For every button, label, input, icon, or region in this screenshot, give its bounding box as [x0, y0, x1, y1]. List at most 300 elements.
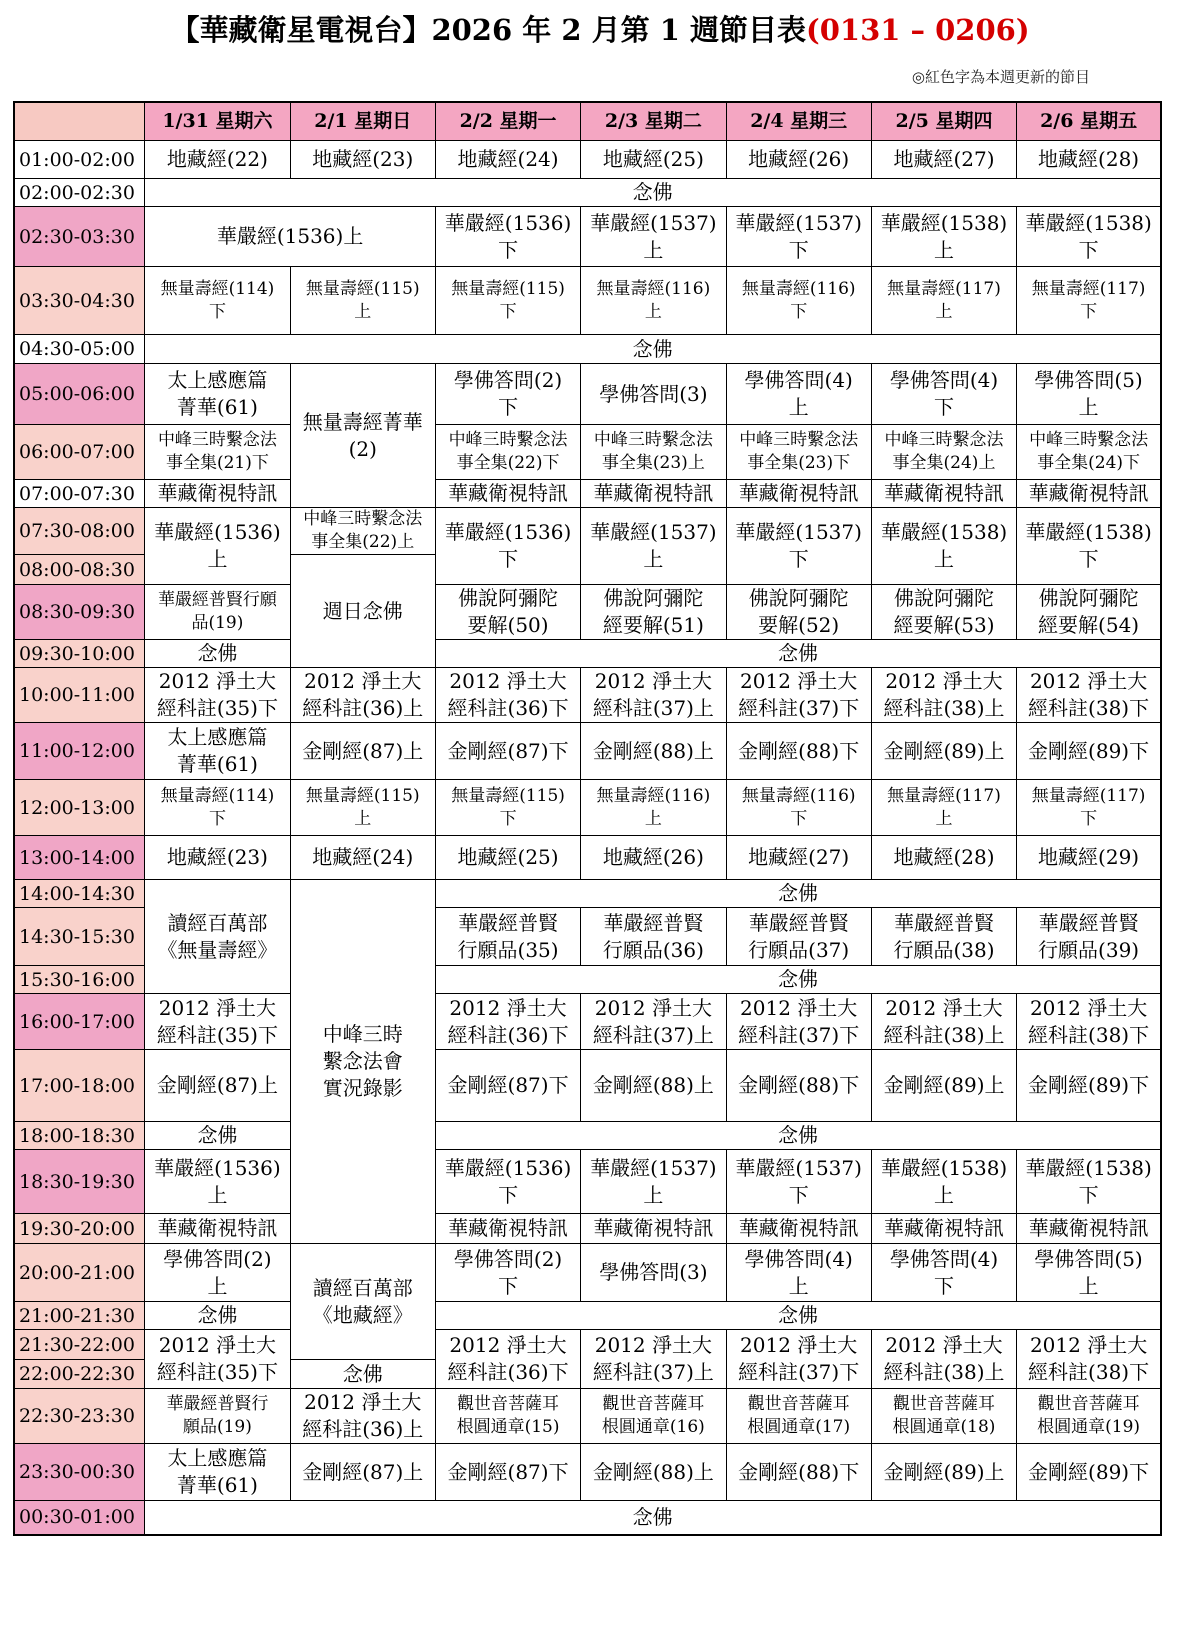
program-text: 學佛答問(2) [453, 1246, 563, 1271]
program-text: 2012 淨土大 [158, 1333, 277, 1357]
program-cell [145, 640, 290, 668]
program-text: 學佛答問(4) [889, 1246, 999, 1271]
program-text: 華嚴經普賢 [748, 910, 849, 935]
program-text: 經科註(37)上 [592, 1022, 714, 1047]
program-text: 無量壽經(116) [596, 785, 711, 806]
title-date-range: (0131 – 0206) [806, 13, 1030, 47]
program-cell [581, 1389, 726, 1444]
program-text: 華嚴經(1538) [1025, 520, 1152, 544]
program-text: 2012 淨土大 [740, 669, 858, 693]
program-cell [871, 1444, 1016, 1501]
program-text: 地藏經(26) [602, 845, 704, 869]
program-cell [581, 1330, 726, 1389]
program-text: 2012 淨土大 [885, 1333, 1003, 1357]
program-text: 華嚴經(1536) [444, 520, 572, 544]
day-header: 2/4 星期三 [726, 102, 871, 141]
program-text: 2012 淨土大 [158, 669, 277, 693]
program-text: 華嚴經(1537) [590, 520, 717, 544]
program-text: 地藏經(28) [1038, 147, 1140, 171]
program-text: 經科註(37)下 [738, 1022, 860, 1047]
program-cell [435, 908, 580, 966]
program-cell [435, 723, 580, 780]
program-cell [726, 1389, 871, 1444]
program-cell [290, 141, 435, 179]
time-slot-label: 06:00-07:00 [14, 425, 145, 480]
program-text: 金剛經(89)上 [883, 1073, 1005, 1097]
program-cell [726, 1050, 871, 1122]
program-text: 上 [643, 237, 664, 262]
time-slot-row [14, 508, 1161, 555]
program-text: 上 [207, 547, 228, 571]
time-slot-label: 16:00-17:00 [14, 994, 145, 1050]
program-text: 中峰三時 [322, 1022, 403, 1046]
program-cell [726, 1444, 871, 1501]
time-slot-row [14, 179, 1161, 207]
program-cell [581, 425, 726, 480]
program-cell [290, 267, 435, 335]
program-cell [435, 994, 580, 1050]
program-text: 金剛經(87)下 [447, 1073, 569, 1097]
program-text: 無量壽經(115) [305, 278, 420, 299]
program-text: 金剛經(87)上 [302, 738, 424, 763]
program-text: 華藏衛視特訊 [738, 1216, 859, 1240]
program-text: 《無量壽經》 [157, 937, 278, 962]
program-text: 上 [934, 547, 954, 571]
program-cell [145, 1244, 290, 1302]
program-text: 經科註(35)下 [156, 696, 278, 720]
time-slot-row [14, 1244, 1161, 1302]
program-text: 下 [208, 301, 226, 322]
time-slot-row [14, 335, 1161, 364]
program-cell [581, 585, 726, 640]
time-slot-row [14, 1150, 1161, 1214]
time-slot-label: 14:30-15:30 [14, 908, 145, 966]
program-cell [1017, 723, 1161, 780]
program-text: 念佛 [632, 336, 673, 361]
program-text: 菁華(61) [176, 395, 258, 419]
program-text: (2) [348, 436, 377, 461]
program-text: 華藏衛視特訊 [157, 481, 278, 505]
program-text: 無量壽經(114) [160, 278, 275, 299]
program-cell [435, 668, 580, 723]
program-text: 華藏衛視特訊 [593, 1216, 714, 1240]
program-cell [145, 335, 1161, 364]
time-slot-label: 13:00-14:00 [14, 836, 145, 880]
program-text: 下 [788, 237, 809, 262]
program-text: 金剛經(87)上 [302, 1459, 424, 1484]
program-text: 下 [788, 547, 809, 571]
program-text: 經科註(37)上 [592, 696, 714, 720]
program-cell [581, 480, 726, 508]
program-text: 2012 淨土大 [594, 995, 712, 1020]
program-cell [1017, 1244, 1161, 1302]
program-text: 地藏經(29) [1038, 845, 1140, 869]
program-cell [435, 207, 580, 267]
program-cell [581, 994, 726, 1050]
program-text: 觀世音菩薩耳 [747, 1394, 850, 1414]
program-text: 無量壽經(117) [887, 785, 1001, 806]
program-text: 要解(52) [758, 613, 840, 637]
program-text: 華嚴經(1538) [880, 520, 1008, 544]
time-slot-label: 22:30-23:30 [14, 1389, 145, 1444]
program-cell [871, 141, 1016, 179]
program-text: 2012 淨土大 [449, 995, 567, 1020]
program-cell [435, 267, 580, 335]
program-text: 經科註(36)上 [302, 696, 424, 720]
program-text: 經科註(38)上 [883, 696, 1005, 720]
program-cell [1017, 267, 1161, 335]
program-text: 行願品(37) [748, 937, 850, 962]
program-cell [726, 1214, 871, 1244]
program-text: 2012 淨土大 [158, 995, 277, 1020]
program-text: 中峰三時繫念法 [739, 430, 859, 450]
program-cell [145, 1214, 290, 1244]
program-cell [871, 1389, 1016, 1444]
program-text: 學佛答問(4) [889, 368, 999, 392]
program-text: 學佛答問(2) [163, 1246, 272, 1271]
program-text: 金剛經(89)下 [1028, 1459, 1150, 1484]
time-slot-label: 15:30-16:00 [14, 966, 145, 994]
program-text: 華藏衛視特訊 [1028, 1216, 1149, 1240]
time-slot-row [14, 780, 1161, 836]
program-text: 下 [498, 1273, 519, 1298]
program-cell [290, 1389, 435, 1444]
program-cell [871, 836, 1016, 880]
program-text: 實況錄影 [322, 1076, 403, 1100]
program-cell [726, 585, 871, 640]
program-cell [1017, 207, 1161, 267]
program-cell [435, 966, 1161, 994]
program-text: 上 [644, 301, 662, 322]
program-cell [1017, 668, 1161, 723]
program-text: 地藏經(24) [312, 845, 414, 869]
program-text: 事全集(24)上 [892, 453, 996, 473]
program-cell [871, 480, 1016, 508]
program-text: 金剛經(88)上 [592, 1073, 714, 1097]
program-cell [145, 585, 290, 640]
program-text: 經科註(38)上 [883, 1360, 1005, 1384]
program-text: 無量壽經(117) [887, 278, 1001, 299]
program-text: 經要解(54) [1038, 613, 1140, 637]
program-cell [726, 508, 871, 585]
time-slot-label: 05:00-06:00 [14, 364, 145, 425]
program-cell [726, 480, 871, 508]
program-cell [1017, 1330, 1161, 1389]
program-cell [1017, 480, 1161, 508]
program-cell [871, 908, 1016, 966]
program-text: 經科註(36)下 [447, 1360, 569, 1384]
program-cell [435, 508, 580, 585]
program-cell [435, 141, 580, 179]
header-corner [14, 102, 145, 141]
program-text: 觀世音菩薩耳 [1037, 1394, 1140, 1414]
day-header: 2/5 星期四 [871, 102, 1016, 141]
program-cell [1017, 836, 1161, 880]
program-cell [290, 364, 435, 508]
program-cell [435, 1244, 580, 1302]
program-cell [726, 780, 871, 836]
program-cell [581, 364, 726, 425]
program-text: 2012 淨土大 [885, 669, 1003, 693]
program-cell [435, 364, 580, 425]
program-text: 上 [354, 301, 372, 322]
program-cell [726, 1244, 871, 1302]
program-text: 行願品(35) [457, 937, 559, 962]
program-cell [1017, 364, 1161, 425]
program-text: 事全集(23)上 [601, 453, 705, 473]
program-text: 華藏衛視特訊 [738, 481, 859, 505]
program-text: 金剛經(89)上 [883, 738, 1005, 763]
day-header-row [14, 102, 1161, 141]
time-slot-label: 21:30-22:00 [14, 1330, 145, 1360]
program-text: 觀世音菩薩耳 [893, 1394, 995, 1414]
program-text: 華藏衛視特訊 [593, 481, 714, 505]
program-text: 下 [499, 301, 517, 322]
time-slot-label: 08:00-08:30 [14, 555, 145, 585]
program-cell [726, 723, 871, 780]
time-slot-row [14, 267, 1161, 335]
time-slot-label: 11:00-12:00 [14, 723, 145, 780]
program-cell [435, 425, 580, 480]
program-text: 菁華(61) [176, 752, 258, 776]
program-text: 讀經百萬部 [167, 910, 268, 935]
program-text: 華藏衛視特訊 [1028, 481, 1149, 505]
time-slot-label: 04:30-05:00 [14, 335, 145, 364]
program-cell [726, 364, 871, 425]
program-text: 中峰三時繫念法 [157, 430, 277, 450]
time-slot-row [14, 1444, 1161, 1501]
program-text: 2012 淨土大 [449, 1333, 567, 1357]
title-text: 【華藏衛星電視台】2026 年 2 月第 1 週節目表 [170, 13, 806, 47]
program-cell [145, 425, 290, 480]
program-cell [145, 1150, 290, 1214]
program-text: 無量壽經菁華 [302, 409, 423, 434]
day-header: 1/31 星期六 [145, 102, 290, 141]
program-text: 地藏經(23) [312, 147, 414, 171]
program-text: 無量壽經(116) [596, 278, 711, 299]
program-text: 經科註(35)下 [156, 1022, 278, 1047]
program-text: 念佛 [197, 1303, 238, 1327]
schedule-table [13, 101, 1162, 1536]
program-text: 華嚴經(1537) [735, 210, 862, 235]
day-header: 2/1 星期日 [290, 102, 435, 141]
program-cell [145, 508, 290, 585]
time-slot-row [14, 364, 1161, 425]
program-text: 下 [1078, 237, 1099, 262]
program-text: 願品(19) [182, 1417, 252, 1437]
time-slot-label: 02:00-02:30 [14, 179, 145, 207]
program-cell [145, 723, 290, 780]
program-text: 2012 淨土大 [449, 669, 567, 693]
time-slot-label: 08:30-09:30 [14, 585, 145, 640]
program-cell [871, 207, 1016, 267]
program-text: 經科註(37)下 [738, 696, 860, 720]
program-text: 2012 淨土大 [594, 1333, 712, 1357]
program-text: 上 [934, 1182, 954, 1207]
program-text: 太上感應篇 [167, 725, 268, 749]
program-text: 下 [498, 547, 519, 571]
program-text: 華嚴經普賢行 [166, 1394, 269, 1414]
program-text: 行願品(36) [602, 937, 704, 962]
program-cell [145, 1389, 290, 1444]
program-text: 下 [790, 808, 808, 829]
program-cell [290, 555, 435, 668]
program-cell [1017, 908, 1161, 966]
time-slot-label: 07:30-08:00 [14, 508, 145, 555]
program-cell [1017, 508, 1161, 585]
day-header: 2/2 星期一 [435, 102, 580, 141]
time-slot-label: 12:00-13:00 [14, 780, 145, 836]
program-cell [435, 1444, 580, 1501]
program-text: 根圓通章(17) [747, 1417, 851, 1437]
time-slot-row [14, 723, 1161, 780]
program-text: 念佛 [632, 1504, 673, 1529]
program-text: 無量壽經(115) [305, 785, 420, 806]
program-text: 地藏經(25) [457, 845, 559, 869]
program-text: 華嚴經(1537) [735, 1155, 862, 1180]
time-slot-label: 18:00-18:30 [14, 1122, 145, 1150]
program-text: 無量壽經(115) [451, 278, 565, 299]
program-cell [1017, 1389, 1161, 1444]
time-slot-label: 18:30-19:30 [14, 1150, 145, 1214]
program-text: 要解(50) [467, 613, 549, 637]
program-cell [1017, 994, 1161, 1050]
program-cell [581, 780, 726, 836]
program-text: 下 [1078, 1182, 1099, 1207]
time-slot-label: 23:30-00:30 [14, 1444, 145, 1501]
program-text: 下 [1080, 301, 1098, 322]
program-text: 華嚴經(1536) [444, 210, 572, 235]
program-cell [1017, 1444, 1161, 1501]
time-slot-label: 00:30-01:00 [14, 1501, 145, 1535]
program-text: 上 [643, 1182, 664, 1207]
program-text: 根圓通章(15) [456, 1417, 560, 1437]
program-text: 華嚴經(1538) [1025, 1155, 1152, 1180]
program-cell [726, 141, 871, 179]
time-slot-label: 07:00-07:30 [14, 480, 145, 508]
program-text: 行願品(38) [893, 937, 995, 962]
program-cell [581, 836, 726, 880]
program-text: 上 [935, 808, 953, 829]
program-text: 念佛 [197, 641, 238, 665]
program-text: 上 [643, 547, 664, 571]
program-cell [581, 1214, 726, 1244]
time-slot-row [14, 1050, 1161, 1122]
program-text: 讀經百萬部 [312, 1275, 413, 1300]
program-text: 華嚴經(1537) [590, 210, 717, 235]
program-text: 華嚴經普賢 [458, 910, 559, 935]
program-text: 無量壽經(117) [1031, 785, 1146, 806]
program-text: 菁華(61) [176, 1473, 258, 1497]
time-slot-row [14, 668, 1161, 723]
program-text: 地藏經(27) [893, 147, 995, 171]
program-text: 事全集(24)下 [1037, 453, 1141, 473]
program-cell [435, 1389, 580, 1444]
time-slot-row [14, 880, 1161, 908]
program-cell [1017, 425, 1161, 480]
program-text: 金剛經(87)下 [447, 1459, 569, 1484]
program-text: 經科註(38)下 [1028, 1360, 1150, 1384]
program-text: 2012 淨土大 [740, 1333, 858, 1357]
program-text: 根圓通章(19) [1037, 1417, 1141, 1437]
program-cell [726, 908, 871, 966]
program-cell [581, 267, 726, 335]
program-cell [1017, 780, 1161, 836]
program-text: 金剛經(88)下 [738, 738, 860, 763]
program-text: 上 [788, 1273, 809, 1298]
program-text: 學佛答問(3) [599, 381, 708, 406]
program-text: 金剛經(89)上 [883, 1459, 1005, 1484]
program-text: 2012 淨土大 [1029, 995, 1148, 1020]
program-cell [871, 267, 1016, 335]
time-slot-row [14, 480, 1161, 508]
program-cell [290, 780, 435, 836]
time-slot-row [14, 836, 1161, 880]
program-text: 華嚴經(1536)上 [216, 224, 364, 248]
program-text: 無量壽經(115) [451, 785, 565, 806]
program-cell [871, 994, 1016, 1050]
program-text: 華嚴經(1538) [880, 210, 1008, 235]
program-cell [726, 994, 871, 1050]
program-cell [726, 836, 871, 880]
program-cell [871, 1330, 1016, 1389]
time-slot-label: 01:00-02:00 [14, 141, 145, 179]
time-slot-row [14, 207, 1161, 267]
program-text: 地藏經(23) [166, 845, 268, 869]
program-text: 根圓通章(16) [601, 1417, 705, 1437]
program-text: 下 [208, 808, 226, 829]
program-cell [435, 1122, 1161, 1150]
program-text: 金剛經(88)下 [738, 1459, 860, 1484]
program-cell [726, 207, 871, 267]
program-cell [145, 880, 290, 994]
time-slot-row [14, 1122, 1161, 1150]
program-text: 念佛 [197, 1123, 238, 1147]
program-text: 品(19) [191, 613, 244, 633]
program-text: 華嚴經(1538) [880, 1155, 1008, 1180]
program-text: 2012 淨土大 [740, 995, 858, 1020]
program-text: 2012 淨土大 [1029, 1333, 1148, 1357]
program-cell [726, 267, 871, 335]
program-text: 下 [1080, 808, 1098, 829]
time-slot-label: 09:30-10:00 [14, 640, 145, 668]
program-cell [290, 508, 435, 555]
program-text: 無量壽經(116) [741, 785, 856, 806]
time-slot-label: 03:30-04:30 [14, 267, 145, 335]
program-text: 2012 淨土大 [1029, 669, 1148, 693]
program-cell [871, 508, 1016, 585]
program-cell [435, 1330, 580, 1389]
program-text: 無量壽經(114) [160, 785, 275, 806]
legend-note: ◎紅色字為本週更新的節目 [911, 68, 1090, 86]
time-slot-row [14, 1214, 1161, 1244]
program-text: 2012 淨土大 [304, 669, 422, 693]
program-cell [1017, 1150, 1161, 1214]
program-cell [871, 668, 1016, 723]
program-text: 佛說阿彌陀 [1038, 586, 1139, 610]
program-text: 佛說阿彌陀 [458, 586, 559, 610]
program-text: 下 [498, 395, 519, 419]
program-text: 經科註(38)下 [1028, 696, 1150, 720]
program-text: 下 [934, 1273, 954, 1298]
program-text: 2012 淨土大 [594, 669, 712, 693]
program-cell [435, 480, 580, 508]
program-text: 念佛 [777, 641, 818, 665]
program-text: 下 [498, 237, 519, 262]
program-text: 經要解(51) [602, 613, 704, 637]
program-text: 經科註(36)下 [447, 1022, 569, 1047]
program-text: 中峰三時繫念法 [593, 430, 713, 450]
